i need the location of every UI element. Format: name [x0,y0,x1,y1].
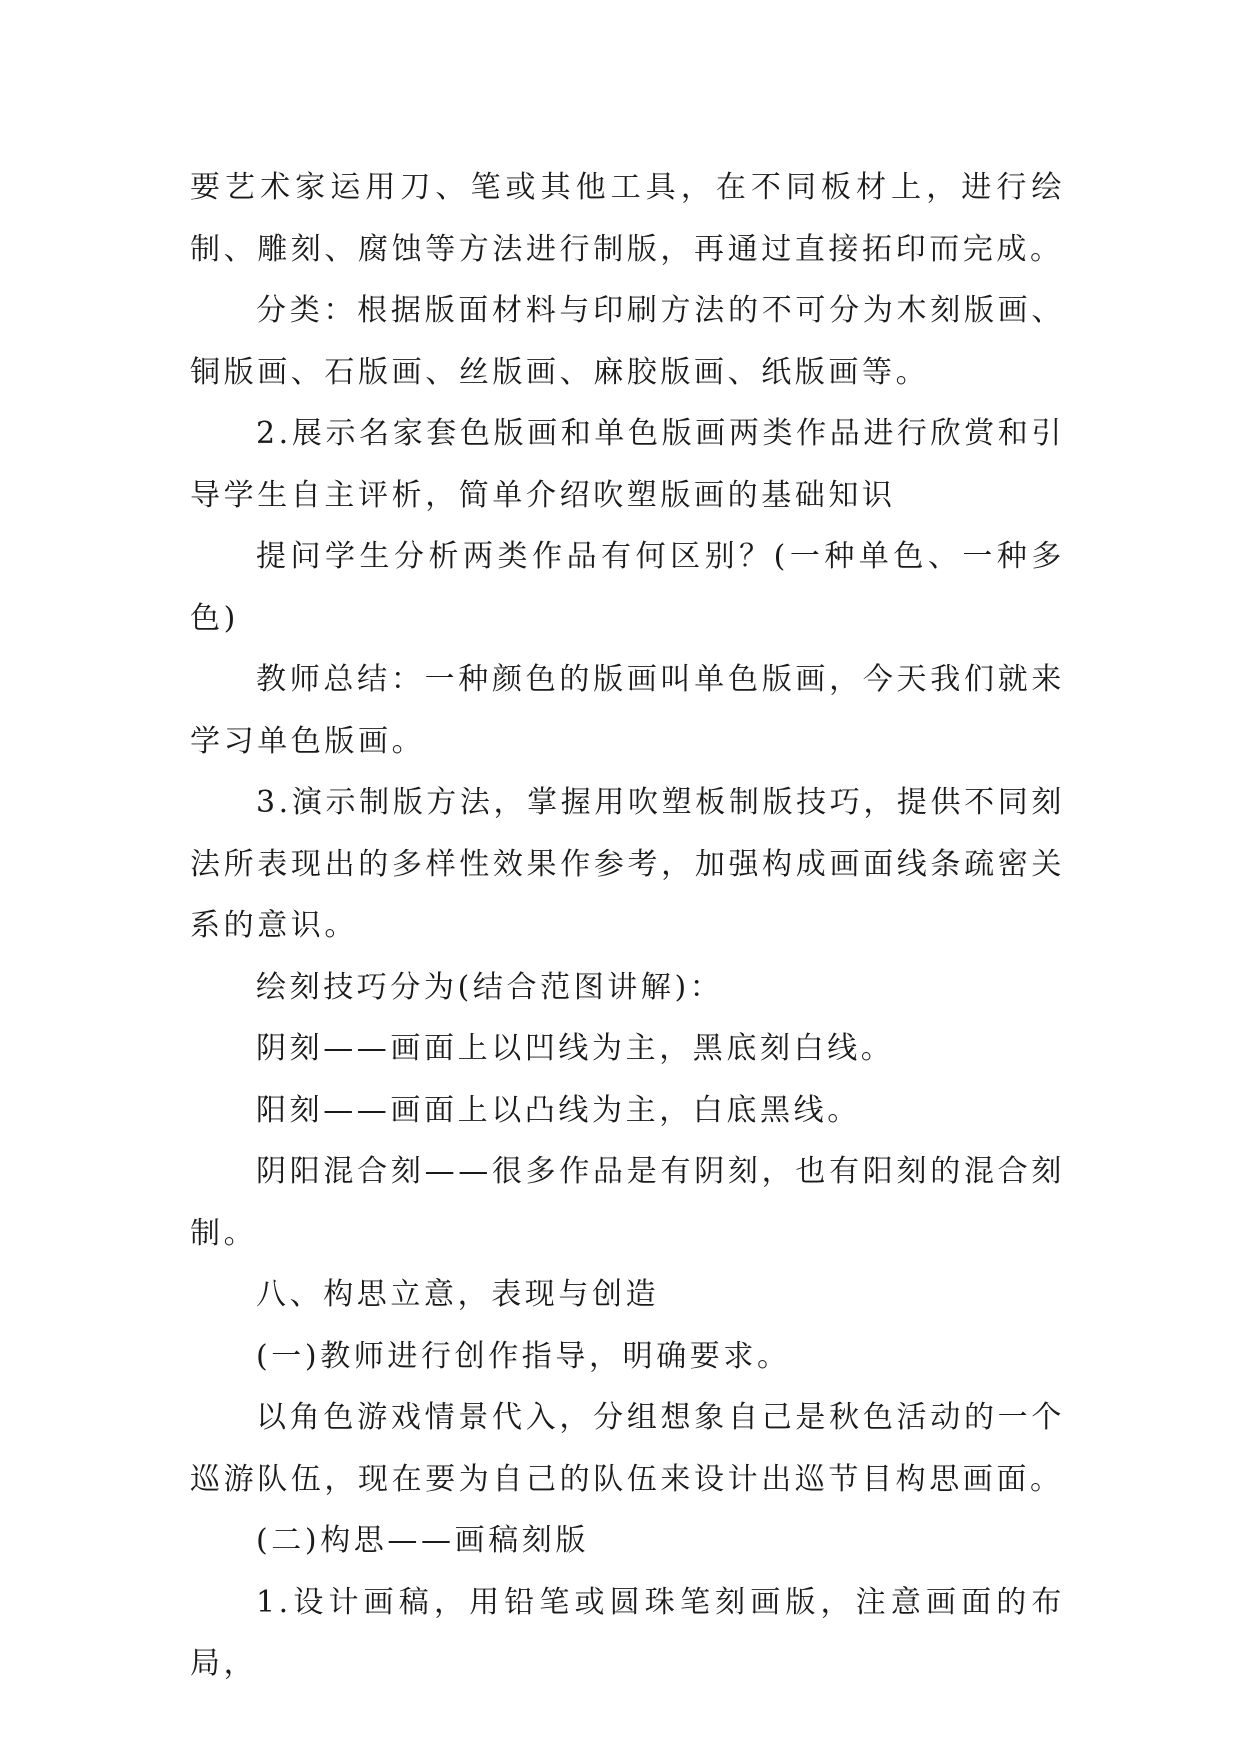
subheading-1: (一)教师进行创作指导，明确要求。 [256,1338,791,1374]
document-body [190,157,1065,1695]
paragraph-2: 分类：根据版面材料与印刷方法的不可分为木刻版画、铜版画、石版画、丝版画、麻胶版画、纸版画等。 [190,293,1065,390]
paragraph-1: 要艺术家运用刀、笔或其他工具，在不同板材上，进行绘制、雕刻、腐蚀等方法进行制版，再通过直接拓印而完成。 [190,170,1065,267]
paragraph-9: 阳刻——画面上以凸线为主，白底黑线。 [256,1092,861,1128]
section-heading-8: 八、构思立意，表现与创造 [256,1277,660,1312]
paragraph-10: 阴阳混合刻——很多作品是有阴刻，也有阳刻的混合刻制。 [190,1154,1065,1251]
paragraph-5: 教师总结：一种颜色的版画叫单色版画，今天我们就来学习单色版画。 [190,662,1065,759]
paragraph-15: 1.设计画稿，用铅笔或圆珠笔刻画版，注意画面的布局， [190,1584,1065,1681]
paragraph-4: 提问学生分析两类作品有何区别？(一种单色、一种多色) [190,539,1065,636]
paragraph-6: 3.演示制版方法，掌握用吹塑板制版技巧，提供不同刻法所表现出的多样性效果作参考，加强构成画面线条疏密关系的意识。 [190,785,1065,943]
paragraph-8: 阴刻——画面上以凹线为主，黑底刻白线。 [256,1031,895,1066]
subheading-2: (二)构思——画稿刻版 [256,1523,590,1558]
paragraph-7: 绘刻技巧分为(结合范图讲解)： [256,969,724,1005]
paragraph-3: 2.展示名家套色版画和单色版画两类作品进行欣赏和引导学生自主评析，简单介绍吹塑版画的基础知识 [190,416,1065,513]
paragraph-13: 以角色游戏情景代入，分组想象自己是秋色活动的一个巡游队伍，现在要为自己的队伍来设计出巡节目构思画面。 [190,1400,1065,1497]
